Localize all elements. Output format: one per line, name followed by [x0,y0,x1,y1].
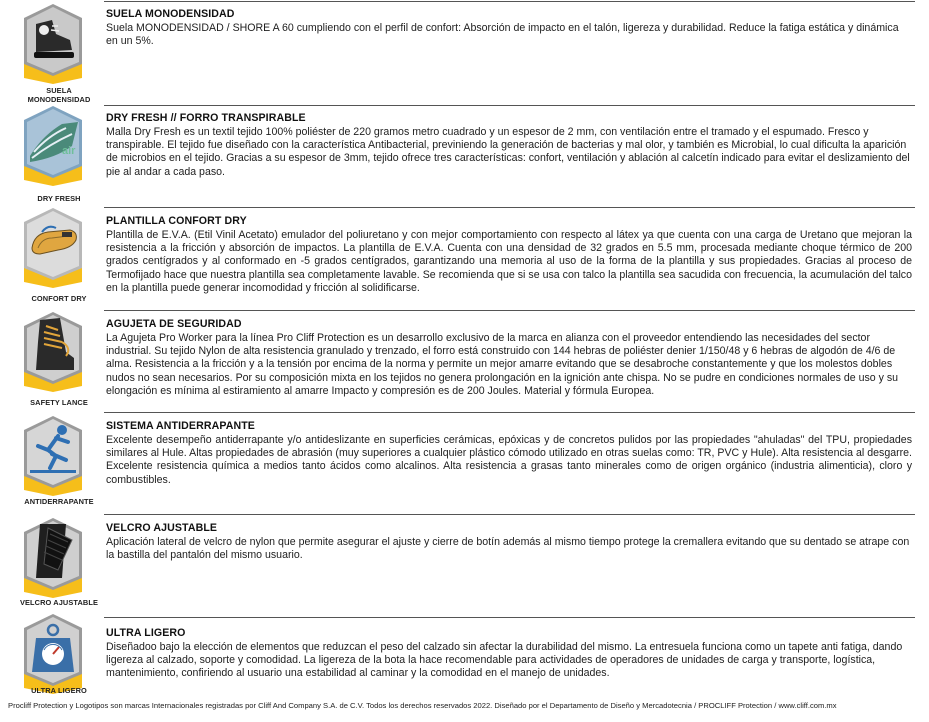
boot-sole-icon [22,4,84,84]
feature-title: SUELA MONODENSIDAD [106,8,235,20]
feature-badge [8,518,96,614]
feature-title: ULTRA LIGERO [106,627,186,639]
feature-description: Excelente desempeño antiderrapante y/o antideslizante en superficies cerámicas, epóxicas y de concretos pulidos por las propiedades "ahuladas" del TPU, propiedades similares al Hule. Altas propiedades de abrasión (muy superiores a cualquier plástico cómodo utilizado en otras suelas como: TR, PVC y Hule). Alta resistencia al desgarre. Excelente resistencia química a medios tanto ácidos como alcalinos. Alta resistencia a grasas tanto minerales como de origen orgánico (industria alimenticia), cloro y combustibles. [106,434,912,486]
divider [104,105,915,106]
badge-label-line2: MONODENSIDAD [27,95,91,104]
badge-label: DRY FRESH [37,194,81,203]
feature-title: AGUJETA DE SEGURIDAD [106,318,242,330]
feature-description: Malla Dry Fresh es un textil tejido 100% poliéster de 220 gramos metro cuadrado y un espesor de 2 mm, con ventilación entre el tramado y el espumado. Fresco y transpirable. El tejido fue diseñado con la característica Antibacterial, previniendo la generación de bacterias y mal olor, y también es Microbial, lo cual dificulta la aparición de microbios en el tejido. Gracias a su espesor de 3mm, tejido ofrece tres características: confort, ventilación y ablación al calcetín indicado para evitar el deslizamiento del pie al andar a cada paso. [106,126,910,178]
feature-description: Plantilla de E.V.A. (Etil Vinil Acetato) emulador del poliuretano y con mejor comportamiento con respecto al látex ya que cuenta con una carga de Uretano que mejoran la resistencia a la fricción y absorción de impactos. La plantilla de E.V.A. Cuenta con una densidad de 32 grados en 5.5 mm, procesada mediante choque térmico de 200 grados centígrados y al conformado en -5 grados centígrados, garantizando una memoria al uso de la forma de la plantilla y sus propiedades. Gracias al proceso de Termofijado hace que nuestra plantilla sea completamente lavable. Se recomienda que si se usa con talco la plantilla sea sacudida con frecuencia, la acumulación del talco en la plantilla puede generar incomodidad y fricción al solidificarse. [106,229,912,294]
feature-title: PLANTILLA CONFORT DRY [106,215,247,227]
air-text: air [62,145,76,157]
divider [104,310,915,311]
feature-title: DRY FRESH // FORRO TRANSPIRABLE [106,112,306,124]
feature-description: Suela MONODENSIDAD / SHORE A 60 cumpliendo con el perfil de confort: Absorción de impacto en el talón, ligereza y durabilidad. Reduce la fatiga estática y dinámica en un 5%. [106,22,899,48]
badge-label: ULTRA LIGERO [31,686,87,695]
velcro-strap-icon [22,518,84,598]
shoelace-icon [22,312,84,392]
footer-copyright: Procliff Protection y Logotipos son marcas Internacionales registradas por Cliff And Company S.A. de C.V. Todos los derechos reservados 2022. Diseñado por el Departamento de Diseño y Mercadotecnia / PROCLIFF Protection / www.cliff.com.mx [8,701,837,710]
feature-badge [8,416,96,512]
insole-icon [22,208,84,288]
feature-badge [8,106,96,206]
divider [104,1,915,2]
feature-title: SISTEMA ANTIDERRAPANTE [106,420,255,432]
feature-badge [8,614,96,696]
divider [104,514,915,515]
divider [104,617,915,618]
badge-label: SAFETY LANCE [30,398,88,407]
badge-label-line1: SUELA [46,86,72,95]
feature-description: La Agujeta Pro Worker para la línea Pro Cliff Protection es un desarrollo exclusivo de la marca en alianza con el proveedor entendiendo las necesidades del sector industrial. Su tejido Nylon de alta resistencia granulado y trenzado, el forro está construido con 144 hebras de poliéster denier 1/150/48 y 6 hebras de algodón de 4/6 de alma. Resistencia a la fricción y a la tensión por encima de la norma y permite un mejor amarre evitando que se desabroche constantemente y que los molestos dobles nudos no sean necesarios. Por su composición mixta en los tejidos no genera prolongación en la ignición ante chispa. No se pudre en condiciones normales de uso y su elongación es mínima al estiramiento al amarre Impacto y compresión es de 200 Joules. Material y fórmula Europea. [106,332,899,397]
badge-label: ANTIDERRAPANTE [24,497,94,506]
weight-scale-icon [22,614,84,694]
feature-description: Aplicación lateral de velcro de nylon que permite asegurar el ajuste y cierre de botín además al mismo tiempo protege la cremallera evitando que su dentado se atrape con la bastilla del pantalón del mismo usuario. [106,536,910,562]
badge-label: CONFORT DRY [31,294,87,303]
feature-badge [8,312,96,412]
air-fabric-icon [22,106,84,186]
feature-badge [8,208,96,308]
feature-title: VELCRO AJUSTABLE [106,522,218,534]
divider [104,207,915,208]
divider [104,412,915,413]
badge-label [8,86,110,104]
feature-description: Diseñadoo bajo la elección de elementos que reduzcan el peso del calzado sin afectar la durabilidad del mismo. La entresuela funciona como un tapete anti fatiga, dando ligereza al calzado, soporte y comodidad. La ligereza de la bota la hace recomendable para actividades de operadores de unidades de carga y transporte, logística, mantenimiento, confiriendo al usuario una estabilidad al caminar y la comodidad en el manejo de unidades. [106,641,903,680]
feature-badge [8,4,96,104]
badge-label: VELCRO AJUSTABLE [20,598,98,607]
slipping-person-icon [22,416,84,496]
